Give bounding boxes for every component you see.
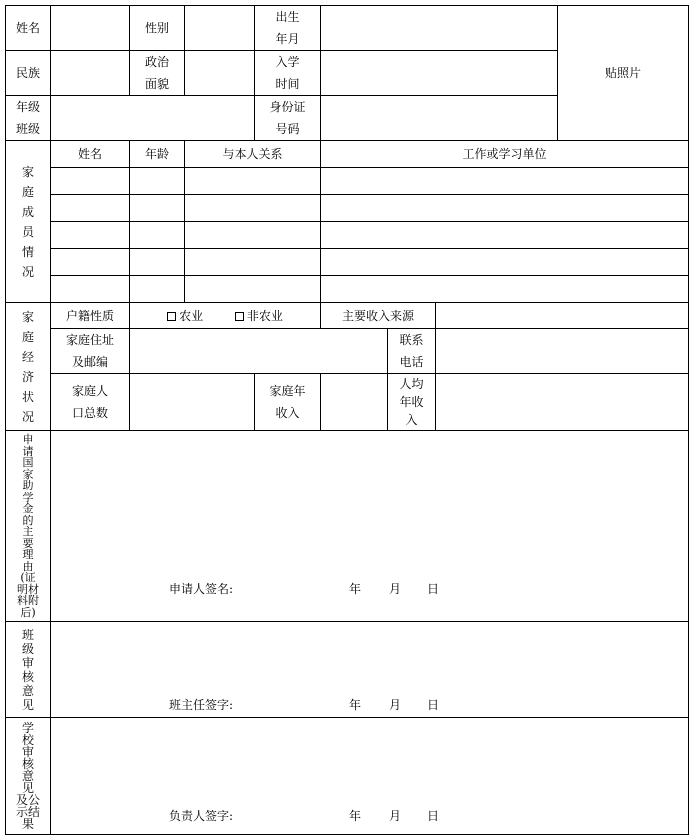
family-col-relation: 与本人关系 (185, 141, 321, 168)
population-field[interactable] (130, 374, 255, 431)
hukou-label: 户籍性质 (51, 303, 130, 329)
reason-signature-label: 申请人签名: (169, 582, 234, 596)
family-section-label: 家 庭 成 员 情 况 (6, 141, 51, 303)
family-col-name: 姓名 (51, 141, 130, 168)
table-row (6, 249, 689, 276)
family-name-cell[interactable] (51, 222, 130, 249)
table-row (6, 168, 689, 195)
application-form (5, 5, 688, 831)
income-source-field[interactable] (436, 303, 689, 329)
population-label: 家庭人 口总数 (51, 374, 130, 431)
reason-field[interactable] (51, 431, 689, 622)
class-field[interactable] (51, 96, 255, 141)
birth-field[interactable] (321, 6, 558, 51)
ethnicity-field[interactable] (51, 51, 130, 96)
reason-day: 日 (427, 582, 440, 596)
family-work-cell[interactable] (321, 276, 689, 303)
enroll-label: 入学 时间 (255, 51, 321, 96)
class-month: 月 (389, 698, 402, 712)
income-source-label: 主要收入来源 (321, 303, 436, 329)
economy-section-label: 家 庭 经 济 状 况 (6, 303, 51, 431)
family-name-cell[interactable] (51, 276, 130, 303)
phone-field[interactable] (436, 329, 689, 374)
family-name-cell[interactable] (51, 168, 130, 195)
class-label: 年级 班级 (6, 96, 51, 141)
family-work-cell[interactable] (321, 249, 689, 276)
per-capita-label: 人均 年收 入 (388, 374, 436, 431)
family-relation-cell[interactable] (185, 249, 321, 276)
name-label: 姓名 (6, 6, 51, 51)
reason-month: 月 (389, 582, 402, 596)
form-table (5, 5, 689, 835)
family-name-cell[interactable] (51, 249, 130, 276)
family-name-cell[interactable] (51, 195, 130, 222)
family-work-cell[interactable] (321, 195, 689, 222)
school-day: 日 (427, 809, 440, 823)
reason-label: 申 请 国 家 助 学 金 的 主 要 理 由 (证 明材 料附 后) (6, 431, 51, 622)
hukou-nonagri-text: 非农业 (246, 308, 283, 323)
family-work-cell[interactable] (321, 222, 689, 249)
family-work-cell[interactable] (321, 168, 689, 195)
address-field[interactable] (130, 329, 388, 374)
family-relation-cell[interactable] (185, 195, 321, 222)
birth-label: 出生 年月 (255, 6, 321, 51)
class-review-field[interactable] (51, 622, 689, 718)
gender-field[interactable] (185, 6, 255, 51)
ethnicity-label: 民族 (6, 51, 51, 96)
class-day: 日 (427, 698, 440, 712)
enroll-field[interactable] (321, 51, 558, 96)
family-age-cell[interactable] (130, 222, 185, 249)
political-label: 政治 面貌 (130, 51, 185, 96)
checkbox-agri[interactable] (167, 312, 176, 321)
class-signature-label: 班主任签字: (169, 698, 234, 712)
family-relation-cell[interactable] (185, 276, 321, 303)
name-field[interactable] (51, 6, 130, 51)
table-row (6, 276, 689, 303)
family-col-age: 年龄 (130, 141, 185, 168)
reason-signature-line (169, 579, 440, 599)
family-age-cell[interactable] (130, 249, 185, 276)
family-age-cell[interactable] (130, 276, 185, 303)
school-review-label: 学 校 审 核 意 见 及公 示结 果 (6, 718, 51, 835)
annual-income-field[interactable] (321, 374, 388, 431)
id-label: 身份证 号码 (255, 96, 321, 141)
school-signature-line (169, 806, 440, 826)
class-signature-line (169, 695, 440, 715)
class-review-label: 班 级 审 核 意 见 (6, 622, 51, 718)
phone-label: 联系 电话 (388, 329, 436, 374)
checkbox-nonagri[interactable] (235, 312, 244, 321)
id-field[interactable] (321, 96, 558, 141)
school-signature-label: 负责人签字: (169, 809, 234, 823)
annual-income-label: 家庭年 收入 (255, 374, 321, 431)
gender-label: 性别 (130, 6, 185, 51)
family-age-cell[interactable] (130, 168, 185, 195)
family-age-cell[interactable] (130, 195, 185, 222)
family-col-work: 工作或学习单位 (321, 141, 689, 168)
political-field[interactable] (185, 51, 255, 96)
class-year: 年 (349, 698, 362, 712)
table-row (6, 222, 689, 249)
per-capita-field[interactable] (436, 374, 689, 431)
table-row (6, 195, 689, 222)
school-month: 月 (389, 809, 402, 823)
hukou-options (130, 303, 321, 329)
family-relation-cell[interactable] (185, 222, 321, 249)
reason-year: 年 (349, 582, 362, 596)
school-review-field[interactable] (51, 718, 689, 835)
school-year: 年 (349, 809, 362, 823)
family-relation-cell[interactable] (185, 168, 321, 195)
hukou-agri-text: 农业 (179, 308, 204, 323)
photo-box: 贴照片 (558, 6, 689, 141)
address-label: 家庭住址 及邮编 (51, 329, 130, 374)
